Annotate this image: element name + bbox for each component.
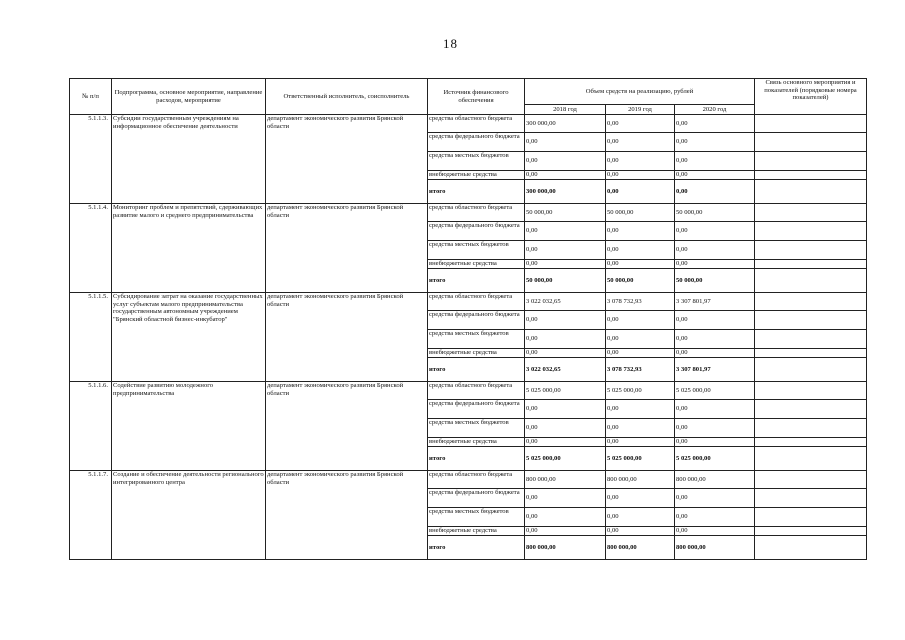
link-cell [755, 358, 867, 382]
source-label: средства федерального бюджета [428, 133, 525, 152]
source-label: средства областного бюджета [428, 382, 525, 400]
funding-table [69, 78, 867, 560]
source-label: средства местных бюджетов [428, 419, 525, 438]
amount-cell: 0,00 [606, 133, 675, 152]
amount-cell: 50 000,00 [606, 204, 675, 222]
amount-cell: 0,00 [606, 115, 675, 133]
amount-cell: 0,00 [675, 152, 755, 171]
amount-cell: 800 000,00 [525, 536, 606, 560]
amount-cell: 3 307 801,97 [675, 358, 755, 382]
item-name: Содействие развитию молодежного предпринимательства [112, 382, 266, 471]
source-label: средства областного бюджета [428, 471, 525, 489]
amount-cell: 5 025 000,00 [606, 382, 675, 400]
link-cell [755, 204, 867, 222]
item-executor: департамент экономического развития Брянской области [266, 204, 428, 293]
source-label: итого [428, 536, 525, 560]
amount-cell: 0,00 [606, 330, 675, 349]
amount-cell: 0,00 [675, 222, 755, 241]
table-row [70, 382, 867, 400]
source-label: средства областного бюджета [428, 293, 525, 311]
amount-cell: 3 078 732,93 [606, 293, 675, 311]
amount-cell: 0,00 [606, 180, 675, 204]
amount-cell: 0,00 [525, 260, 606, 269]
amount-cell: 800 000,00 [525, 471, 606, 489]
amount-cell: 0,00 [675, 438, 755, 447]
source-label: средства областного бюджета [428, 204, 525, 222]
link-cell [755, 471, 867, 489]
amount-cell: 800 000,00 [675, 471, 755, 489]
source-label: внебюджетные средства [428, 438, 525, 447]
table-row [70, 471, 867, 489]
source-label: средства федерального бюджета [428, 489, 525, 508]
source-label: итого [428, 180, 525, 204]
amount-cell: 50 000,00 [675, 204, 755, 222]
amount-cell: 50 000,00 [606, 269, 675, 293]
source-label: средства областного бюджета [428, 115, 525, 133]
amount-cell: 0,00 [606, 419, 675, 438]
source-label: средства федерального бюджета [428, 222, 525, 241]
link-cell [755, 133, 867, 152]
amount-cell: 0,00 [675, 330, 755, 349]
amount-cell: 0,00 [606, 349, 675, 358]
link-cell [755, 330, 867, 349]
source-label: средства федерального бюджета [428, 400, 525, 419]
amount-cell: 5 025 000,00 [525, 382, 606, 400]
source-label: средства местных бюджетов [428, 508, 525, 527]
table-row [70, 293, 867, 311]
amount-cell: 800 000,00 [606, 471, 675, 489]
amount-cell: 0,00 [675, 180, 755, 204]
link-cell [755, 536, 867, 560]
amount-cell: 5 025 000,00 [675, 382, 755, 400]
amount-cell: 0,00 [606, 152, 675, 171]
header-volume: Объем средств на реализацию, рублей [525, 79, 755, 105]
source-label: средства местных бюджетов [428, 330, 525, 349]
amount-cell: 0,00 [525, 222, 606, 241]
link-cell [755, 447, 867, 471]
amount-cell: 0,00 [675, 349, 755, 358]
amount-cell: 0,00 [606, 527, 675, 536]
link-cell [755, 152, 867, 171]
amount-cell: 0,00 [525, 311, 606, 330]
amount-cell: 800 000,00 [675, 536, 755, 560]
link-cell [755, 293, 867, 311]
table-row [70, 204, 867, 222]
link-cell [755, 349, 867, 358]
amount-cell: 3 307 801,97 [675, 293, 755, 311]
amount-cell: 0,00 [675, 489, 755, 508]
item-executor: департамент экономического развития Брянской области [266, 115, 428, 204]
link-cell [755, 508, 867, 527]
header-executor: Ответственный исполнитель, соисполнитель [266, 79, 428, 115]
link-cell [755, 382, 867, 400]
amount-cell: 3 078 732,93 [606, 358, 675, 382]
header-sources: Источник финансового обеспечения [428, 79, 525, 115]
amount-cell: 0,00 [675, 527, 755, 536]
link-cell [755, 419, 867, 438]
amount-cell: 0,00 [525, 349, 606, 358]
link-cell [755, 400, 867, 419]
item-number: 5.1.1.7. [70, 471, 112, 560]
amount-cell: 0,00 [525, 152, 606, 171]
item-number: 5.1.1.5. [70, 293, 112, 382]
amount-cell: 0,00 [525, 330, 606, 349]
item-name: Субсидии государственным учреждениям на информационное обеспечение деятельности [112, 115, 266, 204]
amount-cell: 50 000,00 [525, 269, 606, 293]
amount-cell: 0,00 [606, 222, 675, 241]
amount-cell: 0,00 [525, 489, 606, 508]
amount-cell: 3 022 032,65 [525, 293, 606, 311]
header-subprogram: Подпрограмма, основное мероприятие, направление расходов, мероприятие [112, 79, 266, 115]
item-executor: департамент экономического развития Брянской области [266, 293, 428, 382]
source-label: итого [428, 269, 525, 293]
source-label: внебюджетные средства [428, 349, 525, 358]
amount-cell: 0,00 [525, 527, 606, 536]
amount-cell: 5 025 000,00 [525, 447, 606, 471]
amount-cell: 0,00 [606, 171, 675, 180]
amount-cell: 0,00 [606, 489, 675, 508]
amount-cell: 0,00 [675, 241, 755, 260]
link-cell [755, 527, 867, 536]
amount-cell: 0,00 [525, 400, 606, 419]
table-body [70, 115, 867, 560]
link-cell [755, 311, 867, 330]
amount-cell: 0,00 [675, 508, 755, 527]
amount-cell: 0,00 [606, 508, 675, 527]
item-executor: департамент экономического развития Брянской области [266, 471, 428, 560]
amount-cell: 0,00 [675, 419, 755, 438]
link-cell [755, 115, 867, 133]
link-cell [755, 438, 867, 447]
source-label: средства федерального бюджета [428, 311, 525, 330]
item-name: Создание и обеспечение деятельности регионального интегрированного центра [112, 471, 266, 560]
amount-cell: 0,00 [525, 438, 606, 447]
amount-cell: 800 000,00 [606, 536, 675, 560]
link-cell [755, 171, 867, 180]
amount-cell: 0,00 [675, 171, 755, 180]
amount-cell: 0,00 [606, 438, 675, 447]
amount-cell: 5 025 000,00 [606, 447, 675, 471]
amount-cell: 0,00 [675, 311, 755, 330]
link-cell [755, 241, 867, 260]
amount-cell: 0,00 [525, 419, 606, 438]
amount-cell: 50 000,00 [525, 204, 606, 222]
amount-cell: 0,00 [525, 171, 606, 180]
link-cell [755, 222, 867, 241]
source-label: итого [428, 447, 525, 471]
amount-cell: 0,00 [675, 115, 755, 133]
amount-cell: 0,00 [525, 241, 606, 260]
amount-cell: 0,00 [675, 260, 755, 269]
header-year-2020: 2020 год [675, 105, 755, 115]
amount-cell: 0,00 [675, 133, 755, 152]
source-label: средства местных бюджетов [428, 152, 525, 171]
table-row [70, 115, 867, 133]
source-label: итого [428, 358, 525, 382]
amount-cell: 0,00 [675, 400, 755, 419]
link-cell [755, 269, 867, 293]
amount-cell: 0,00 [606, 311, 675, 330]
item-number: 5.1.1.6. [70, 382, 112, 471]
amount-cell: 0,00 [525, 133, 606, 152]
source-label: средства местных бюджетов [428, 241, 525, 260]
amount-cell: 5 025 000,00 [675, 447, 755, 471]
item-name: Мониторинг проблем и препятствий, сдерживающих развитие малого и среднего предпринимательства [112, 204, 266, 293]
page-number: 18 [443, 36, 458, 51]
source-label: внебюджетные средства [428, 260, 525, 269]
item-executor: департамент экономического развития Брянской области [266, 382, 428, 471]
header-year-2019: 2019 год [606, 105, 675, 115]
amount-cell: 3 022 032,65 [525, 358, 606, 382]
amount-cell: 50 000,00 [675, 269, 755, 293]
item-name: Субсидирование затрат на оказание государственных услуг субъектам малого предпринимательства государственным автономным учреждением "Брянский областной бизнес-инкубатор" [112, 293, 266, 382]
amount-cell: 300 000,00 [525, 115, 606, 133]
amount-cell: 0,00 [606, 241, 675, 260]
header-link: Связь основного мероприятия и показателей (порядковые номера показателей) [755, 79, 867, 115]
item-number: 5.1.1.4. [70, 204, 112, 293]
link-cell [755, 260, 867, 269]
amount-cell: 0,00 [606, 260, 675, 269]
item-number: 5.1.1.3. [70, 115, 112, 204]
source-label: внебюджетные средства [428, 527, 525, 536]
amount-cell: 0,00 [525, 508, 606, 527]
amount-cell: 300 000,00 [525, 180, 606, 204]
source-label: внебюджетные средства [428, 171, 525, 180]
header-year-2018: 2018 год [525, 105, 606, 115]
link-cell [755, 180, 867, 204]
link-cell [755, 489, 867, 508]
amount-cell: 0,00 [606, 400, 675, 419]
header-num: № п/п [70, 79, 112, 115]
